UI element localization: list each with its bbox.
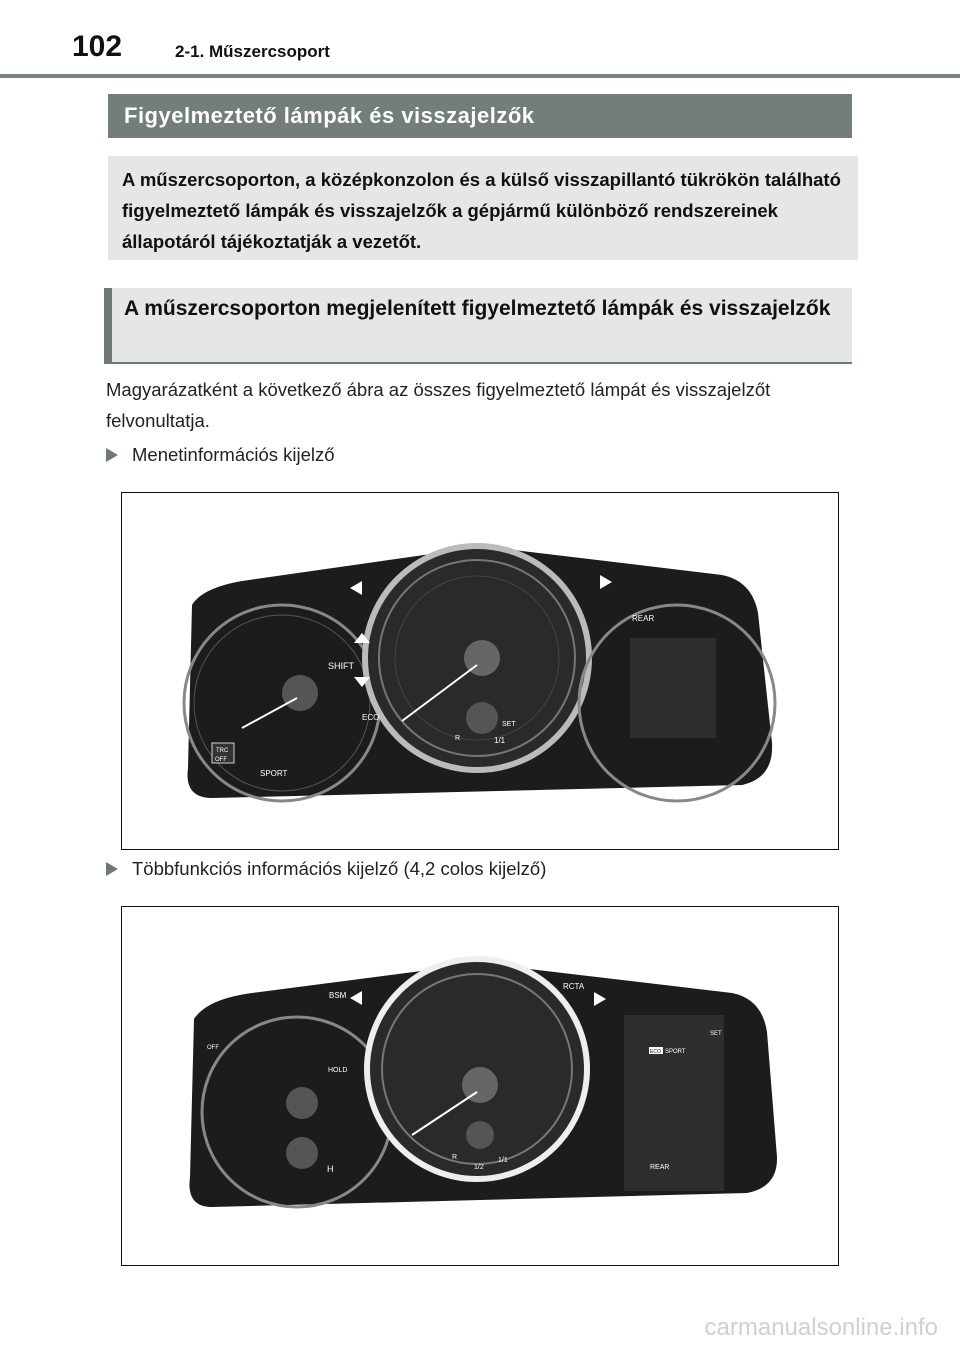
cluster2-rcta-label: RCTA	[563, 982, 585, 991]
cluster2-off-label: OFF	[207, 1045, 219, 1051]
cluster2-eco-label: ECO	[650, 1049, 661, 1055]
cluster-figure-1	[121, 492, 839, 850]
subheading: A műszercsoporton megjelenített figyelmeztető lámpák és visszajelzők	[104, 288, 852, 364]
watermark: carmanualsonline.info	[704, 1314, 938, 1341]
cluster1-off-label: OFF	[215, 757, 227, 763]
cluster2-full-label: 1/1	[498, 1157, 508, 1164]
cluster1-set-label: SET	[502, 721, 516, 728]
cluster2-set-label: SET	[710, 1031, 722, 1037]
cluster1-r-label: R	[455, 735, 461, 742]
cluster1-trc-label: TRC	[216, 748, 229, 754]
cluster2-bsm-label: BSM	[329, 991, 347, 1000]
cluster1-sport-label: SPORT	[260, 769, 288, 778]
triangle-bullet-icon	[106, 862, 118, 876]
cluster2-half-label: 1/2	[474, 1164, 484, 1171]
bullet-label: Többfunkciós információs kijelző (4,2 colos kijelző)	[132, 858, 547, 879]
cluster2-r-label: R	[452, 1154, 458, 1161]
bullet-item	[106, 444, 335, 466]
body-text: Magyarázatként a következő ábra az összes figyelmeztető lámpát és visszajelzőt felvonultatja.	[106, 379, 771, 431]
bullet-item	[106, 858, 546, 880]
cluster-figure-2	[121, 906, 839, 1266]
intro-text: A műszercsoporton, a középkonzolon és a külső visszapillantó tükrökön található figyelmeztető lámpák és visszajelzők a gépjármű különböző rendszereinek állapotáról tájékoztatják a vezetőt.	[108, 156, 858, 260]
cluster-1-illustration	[122, 493, 837, 848]
cluster-2-illustration	[122, 907, 837, 1264]
cluster2-h-label: H	[327, 1164, 334, 1174]
triangle-bullet-icon	[106, 448, 118, 462]
page-number: 102	[72, 30, 123, 63]
chapter-title: 2-1. Műszercsoport	[175, 42, 330, 61]
cluster2-hold-label: HOLD	[328, 1067, 348, 1074]
section-title: Figyelmeztető lámpák és visszajelzők	[108, 94, 852, 138]
header-rule	[0, 74, 960, 78]
cluster2-rear-label: REAR	[650, 1164, 670, 1171]
cluster2-sport-label: SPORT	[665, 1049, 686, 1055]
cluster1-rear-label: REAR	[632, 614, 655, 623]
cluster1-shift-label: SHIFT	[328, 661, 354, 671]
cluster1-trip-label: 1/1	[494, 736, 506, 745]
bullet-label: Menetinformációs kijelző	[132, 444, 335, 465]
cluster1-eco-label: ECO	[362, 713, 380, 722]
